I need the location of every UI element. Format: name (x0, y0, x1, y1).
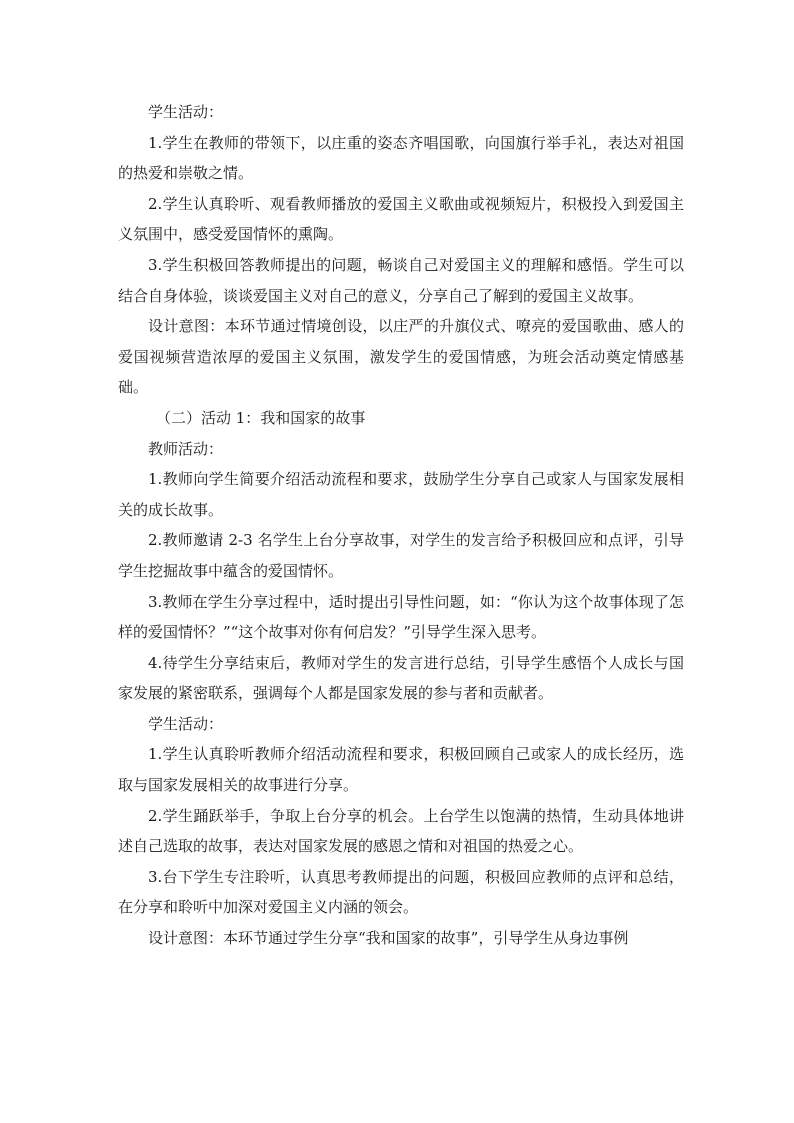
section-heading-activity-1: （二）活动 1：我和国家的故事 (156, 408, 366, 427)
paragraph-teacher-activity-4: 4.待学生分享结束后，教师对学生的发言进行总结，引导学生感悟个人成长与国家发展的紧密联系，强调每个人都是国家发展的参与者和贡献者。 (118, 653, 684, 703)
document-body (118, 97, 684, 954)
paragraph-student-activity-1: 1.学生在教师的带领下，以庄重的姿态齐唱国歌，向国旗行举手礼，表达对祖国的热爱和崇敬之情。 (118, 133, 684, 183)
paragraph-design-intent-2: 设计意图：本环节通过学生分享“我和国家的故事”，引导学生从身边事例 (148, 929, 629, 948)
paragraph-student-activity-b1: 1.学生认真聆听教师介绍活动流程和要求，积极回顾自己或家人的成长经历，选取与国家发展相关的故事进行分享。 (118, 745, 684, 795)
paragraph-student-activity-b2: 2.学生踊跃举手，争取上台分享的机会。上台学生以饱满的热情，生动具体地讲述自己选取的故事，表达对国家发展的感恩之情和对祖国的热爱之心。 (118, 806, 684, 856)
paragraph-teacher-activity-3: 3.教师在学生分享过程中，适时提出引导性问题，如：“你认为这个故事体现了怎样的爱国情怀？”“这个故事对你有何启发？”引导学生深入思考。 (118, 592, 684, 642)
paragraph-student-activity-3: 3.学生积极回答教师提出的问题，畅谈自己对爱国主义的理解和感悟。学生可以结合自身体验，谈谈爱国主义对自己的意义，分享自己了解到的爱国主义故事。 (118, 255, 684, 305)
paragraph-teacher-activity-1: 1.教师向学生简要介绍活动流程和要求，鼓励学生分享自己或家人与国家发展相关的成长故事。 (118, 470, 684, 519)
paragraph-student-activity-2: 2.学生认真聆听、观看教师播放的爱国主义歌曲或视频短片，积极投入到爱国主义氛围中，感受爱国情怀的熏陶。 (118, 194, 684, 244)
paragraph-teacher-activity-2: 2.教师邀请 2-3 名学生上台分享故事，对学生的发言给予积极回应和点评，引导学生挖掘故事中蕴含的爱国情怀。 (118, 531, 684, 580)
paragraph-design-intent-1: 设计意图：本环节通过情境创设，以庄严的升旗仪式、嘹亮的爱国歌曲、感人的爱国视频营造浓厚的爱国主义氛围，激发学生的爱国情感，为班会活动奠定情感基础。 (118, 317, 684, 397)
paragraph-student-activity-b3: 3.台下学生专注聆听，认真思考教师提出的问题，积极回应教师的点评和总结，在分享和聆听中加深对爱国主义内涵的领会。 (118, 867, 684, 917)
teacher-activity-heading: 教师活动： (148, 439, 224, 458)
student-activity-heading-2: 学生活动： (148, 714, 224, 733)
student-activity-heading: 学生活动： (148, 103, 224, 121)
